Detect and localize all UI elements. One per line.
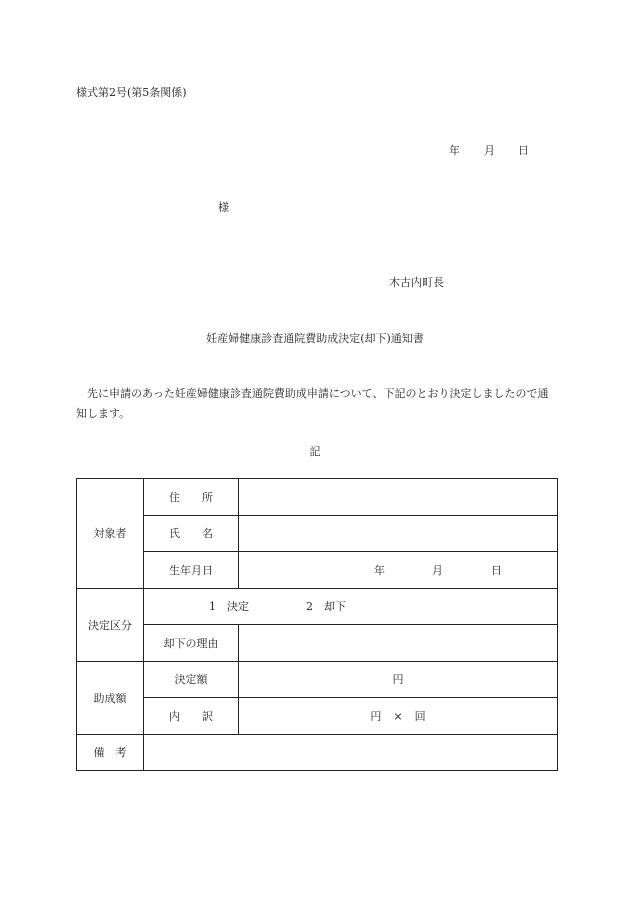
document-title: 妊産婦健康診査通院費助成決定(却下)通知書	[206, 332, 424, 345]
name-label-b: 名	[202, 527, 213, 541]
table-row	[77, 479, 558, 516]
table-row	[77, 515, 558, 552]
date-day: 日	[518, 144, 529, 157]
address-label-a: 住	[169, 490, 180, 504]
option2-number: 2	[306, 600, 313, 614]
date-month: 月	[484, 144, 495, 157]
table-row	[77, 625, 558, 662]
rejection-reason-value[interactable]	[239, 625, 558, 662]
birth-day: 日	[491, 563, 502, 577]
breakdown-times-sign: ×	[393, 709, 403, 723]
birthdate-value[interactable]	[239, 552, 558, 589]
ki-heading: 記	[309, 445, 321, 458]
breakdown-label	[144, 698, 239, 735]
yen-unit: 円	[392, 673, 404, 687]
address-label	[144, 479, 239, 516]
body-text: 先に申請のあった妊産婦健康診査通院費助成申請について、下記のとおり決定しましたので通知します。	[76, 387, 549, 420]
issuer-name: 木古内町長	[389, 276, 444, 289]
table-row	[77, 588, 558, 625]
breakdown-label-a: 内	[169, 709, 180, 723]
breakdown-yen: 円	[370, 709, 382, 723]
decision-group-label: 決定区分	[77, 588, 144, 661]
table-row	[77, 698, 558, 735]
remarks-label-b: 考	[115, 746, 127, 760]
name-label	[144, 515, 239, 552]
birth-month: 月	[432, 563, 443, 577]
address-value[interactable]	[239, 479, 558, 516]
table-row	[77, 661, 558, 698]
breakdown-label-b: 訳	[202, 709, 213, 723]
option1-label[interactable]: 決定	[227, 600, 249, 614]
remarks-label-a: 備	[93, 746, 105, 760]
date-line	[449, 142, 529, 158]
subject-group-label: 対象者	[77, 479, 144, 589]
form-number: 様式第2号(第5条関係)	[76, 86, 187, 99]
addressee-suffix: 様	[218, 201, 229, 214]
decided-amount-value[interactable]	[239, 661, 558, 698]
decided-amount-label: 決定額	[144, 661, 239, 698]
option1-number: 1	[209, 600, 216, 614]
breakdown-value[interactable]	[239, 698, 558, 735]
birth-year: 年	[374, 563, 385, 577]
subsidy-group-label: 助成額	[77, 661, 144, 734]
decision-options[interactable]	[144, 588, 558, 625]
table-row	[77, 734, 558, 771]
date-year: 年	[449, 144, 460, 157]
rejection-reason-label: 却下の理由	[144, 625, 239, 662]
birthdate-label: 生年月日	[144, 552, 239, 589]
table-row	[77, 552, 558, 589]
breakdown-count: 回	[414, 709, 426, 723]
name-label-a: 氏	[169, 527, 180, 541]
address-label-b: 所	[202, 490, 213, 504]
remarks-value[interactable]	[144, 734, 558, 771]
notice-table	[76, 478, 558, 771]
option2-label[interactable]: 却下	[324, 600, 346, 614]
name-value[interactable]	[239, 515, 558, 552]
remarks-label	[77, 734, 144, 771]
